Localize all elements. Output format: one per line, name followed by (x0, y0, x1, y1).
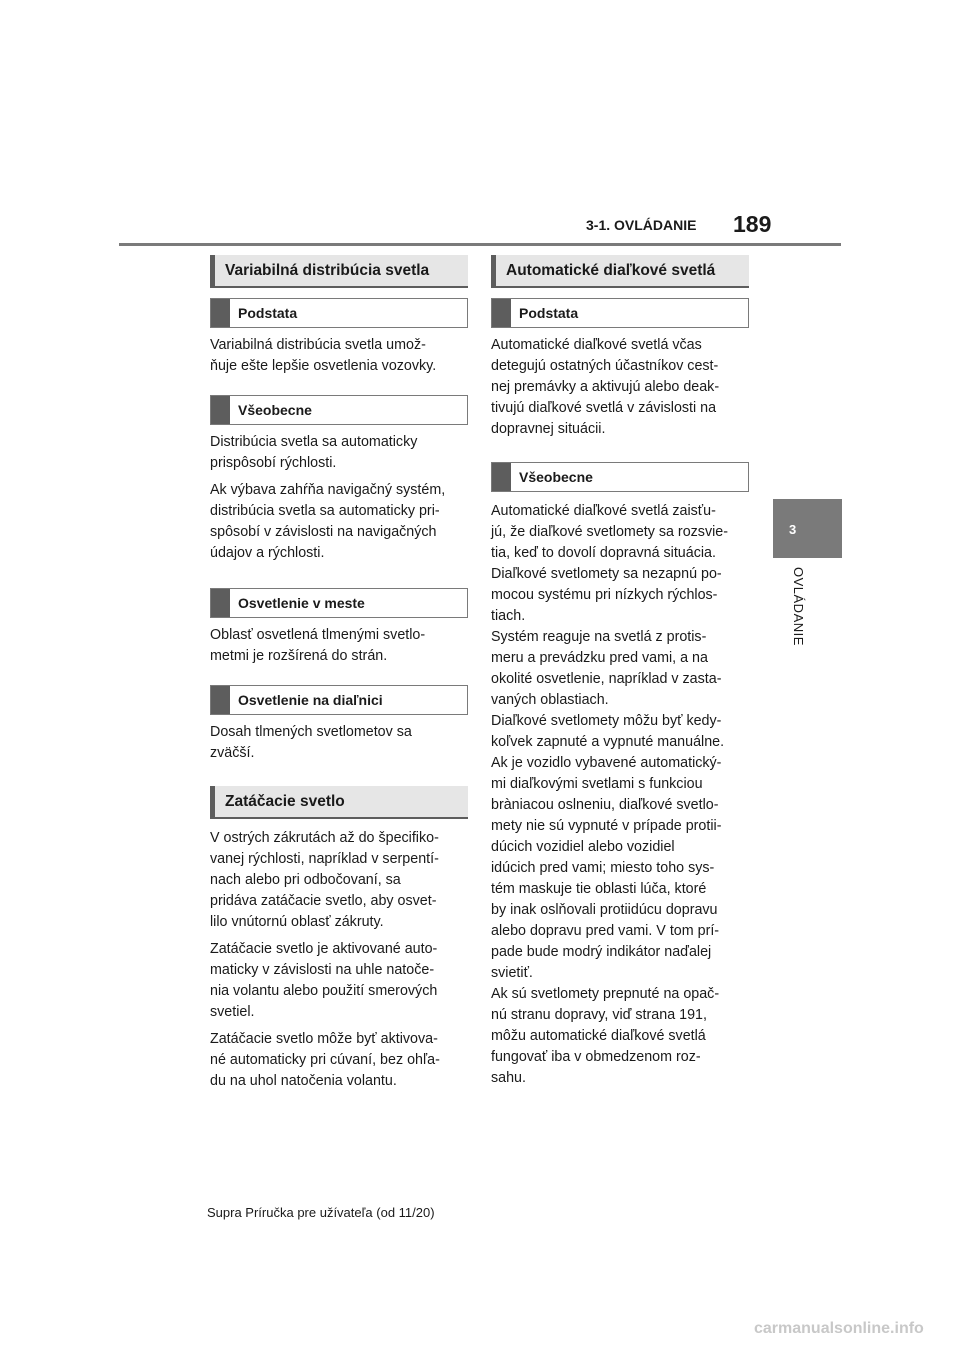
text-line: sahu. (491, 1070, 526, 1086)
subsection-label: Podstata (519, 305, 579, 321)
text-line: môžu automatické diaľkové svetlá (491, 1028, 706, 1044)
text-line: nia volantu alebo použití smerových (210, 983, 438, 999)
text-line: idúcich pred vami; miesto toho sys- (491, 860, 715, 876)
heading-marker (211, 299, 230, 327)
text-line: zväčší. (210, 745, 255, 761)
paragraph (491, 627, 749, 711)
text-line: ňuje ešte lepšie osvetlenia vozovky. (210, 358, 437, 374)
text-line: tém maskuje tie oblasti lúča, ktoré (491, 881, 707, 897)
text-line: vaných oblastiach. (491, 692, 609, 708)
text-line: dúcich vozidiel alebo vozidiel (491, 839, 675, 855)
footer-text: Supra Príručka pre užívateľa (od 11/20) (207, 1205, 435, 1220)
text-line: vanej rýchlosti, napríklad v serpentí- (210, 851, 439, 867)
section-heading: Variabilná distribúcia svetla (210, 255, 468, 288)
paragraph (210, 722, 468, 764)
text-line: okolité osvetlenie, napríklad v zasta- (491, 671, 722, 687)
text-line: Oblasť osvetlená tlmenými svetlo- (210, 627, 426, 643)
heading-marker (211, 396, 230, 424)
paragraph (210, 625, 468, 667)
text-line: Zatáčacie svetlo môže byť aktivova- (210, 1031, 438, 1047)
text-line: alebo dopravu pred vami. V tom prí- (491, 923, 720, 939)
text-line: Diaľkové svetlomety sa nezapnú po- (491, 566, 722, 582)
text-line: pridáva zatáčacie svetlo, aby osvet- (210, 893, 437, 909)
text-line: mety nie sú vypnuté v prípade protii- (491, 818, 722, 834)
text-line: du na uhol natočenia volantu. (210, 1073, 397, 1089)
text-line: fungovať iba v obmedzenom roz- (491, 1049, 701, 1065)
text-line: svetiel. (210, 1004, 255, 1020)
text-line: distribúcia svetla sa automaticky pri- (210, 503, 440, 519)
paragraph (210, 1029, 468, 1092)
header-divider (119, 243, 841, 246)
text-line: Ak je vozidlo vybavené automatický- (491, 755, 722, 771)
text-line: bràniacou oslneniu, diaľkové svetlo- (491, 797, 719, 813)
text-line: detegujú ostatných účastníkov cest- (491, 358, 719, 374)
text-line: meru a prevádzku pred vami, a na (491, 650, 708, 666)
text-line: Variabilná distribúcia svetla umož- (210, 337, 426, 353)
page-number: 189 (733, 211, 772, 237)
text-line: Dosah tlmených svetlometov sa (210, 724, 412, 740)
text-line: metmi je rozšírená do strán. (210, 648, 388, 664)
text-line: Diaľkové svetlomety môžu byť kedy- (491, 713, 722, 729)
text-line: nach alebo pri odbočovaní, sa (210, 872, 401, 888)
text-line: tiach. (491, 608, 526, 624)
text-line: V ostrých zákrutách až do špecifiko- (210, 830, 439, 846)
chapter-tab-number: 3 (789, 522, 797, 537)
subsection-heading (210, 588, 468, 618)
text-line: údajov a rýchlosti. (210, 545, 325, 561)
text-line: spôsobí v závislosti na navigačných (210, 524, 437, 540)
paragraph (210, 828, 468, 933)
text-line: Ak výbava zahŕňa navigačný systém, (210, 482, 446, 498)
heading-marker (211, 589, 230, 617)
section-title: 3-1. OVLÁDANIE (586, 217, 697, 233)
text-line: Automatické diaľkové svetlá včas (491, 337, 702, 353)
subsection-heading (491, 298, 749, 328)
watermark: carmanualsonline.info (754, 1320, 924, 1337)
chapter-tab-label: OVLÁDANIE (791, 567, 806, 646)
subsection-heading (210, 298, 468, 328)
text-line: tivujú diaľkové svetlá v závislosti na (491, 400, 717, 416)
section-heading: Zatáčacie svetlo (210, 786, 468, 819)
text-line: koľvek zapnuté a vypnuté manuálne. (491, 734, 725, 750)
text-line: pade bude modrý indikátor naďalej (491, 944, 712, 960)
paragraph (210, 480, 468, 564)
paragraph (491, 335, 749, 440)
text-line: by inak oslňovali protiidúcu dopravu (491, 902, 718, 918)
subsection-heading (491, 462, 749, 492)
section-heading: Automatické diaľkové svetlá (491, 255, 749, 288)
right-column (491, 255, 749, 1089)
text-line: nú stranu dopravy, viď strana 191, (491, 1007, 707, 1023)
subsection-label: Osvetlenie v meste (238, 595, 365, 611)
text-line: lilo vnútornú oblasť zákruty. (210, 914, 384, 930)
text-line: prispôsobí rýchlosti. (210, 455, 337, 471)
heading-marker (211, 686, 230, 714)
text-line: Ak sú svetlomety prepnuté na opač- (491, 986, 720, 1002)
text-line: Distribúcia svetla sa automaticky (210, 434, 418, 450)
text-line: maticky v závislosti na uhle natoče- (210, 962, 435, 978)
paragraph (491, 984, 749, 1089)
subsection-label: Všeobecne (519, 469, 593, 485)
text-line: mi diaľkovými svetlami s funkciou (491, 776, 703, 792)
subsection-label: Všeobecne (238, 402, 312, 418)
chapter-tab (773, 499, 842, 558)
text-line: né automaticky pri cúvaní, bez ohľa- (210, 1052, 440, 1068)
text-line: tia, keď to dovolí dopravná situácia. (491, 545, 716, 561)
paragraph (491, 501, 749, 627)
text-line: nej premávky a aktivujú alebo deak- (491, 379, 720, 395)
left-column (210, 255, 468, 1092)
subsection-label: Osvetlenie na diaľnici (238, 692, 383, 708)
text-line: jú, že diaľkové svetlomety sa rozsvie- (491, 524, 728, 540)
text-line: dopravnej situácii. (491, 421, 606, 437)
paragraph (210, 335, 468, 377)
paragraph (491, 753, 749, 984)
paragraph (491, 711, 749, 753)
text-line: Zatáčacie svetlo je aktivované auto- (210, 941, 438, 957)
subsection-label: Podstata (238, 305, 298, 321)
heading-marker (492, 463, 511, 491)
text-line: svietiť. (491, 965, 533, 981)
text-line: Automatické diaľkové svetlá zaisťu- (491, 503, 716, 519)
heading-marker (492, 299, 511, 327)
subsection-heading (210, 685, 468, 715)
text-line: mocou systému pri nízkych rýchlos- (491, 587, 718, 603)
paragraph (210, 432, 468, 474)
paragraph (210, 939, 468, 1023)
text-line: Systém reaguje na svetlá z protis- (491, 629, 707, 645)
subsection-heading (210, 395, 468, 425)
